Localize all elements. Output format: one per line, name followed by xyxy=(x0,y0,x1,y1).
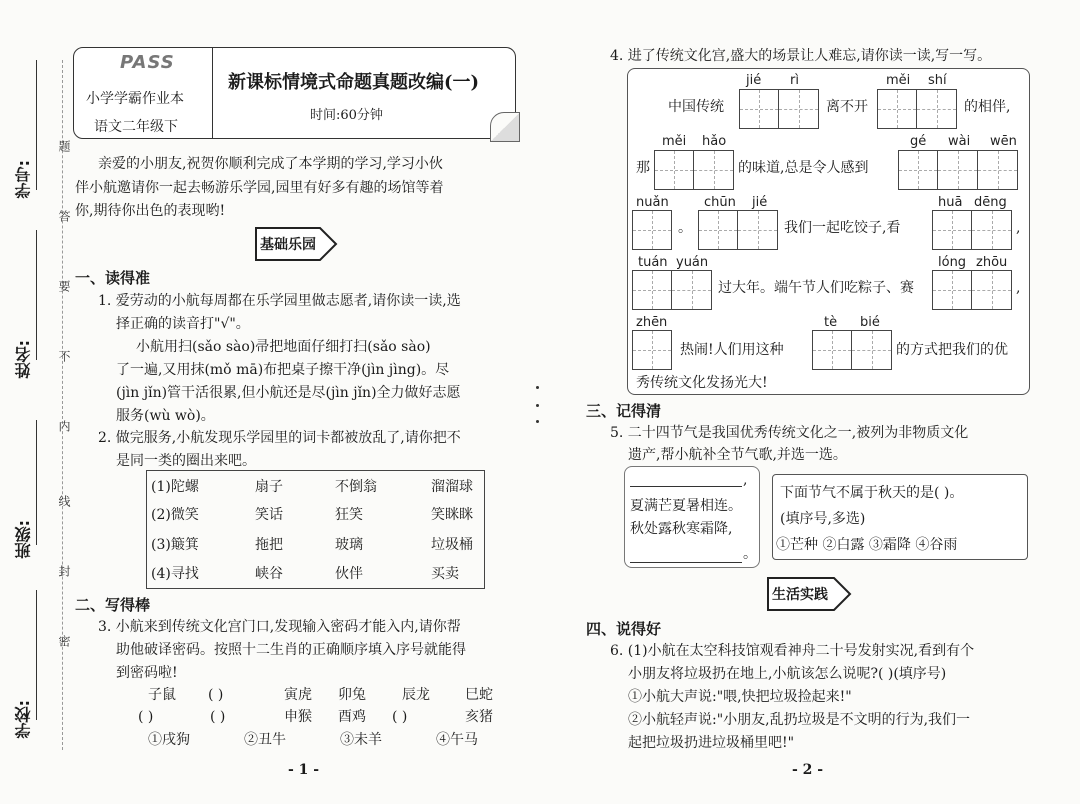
class-field[interactable] xyxy=(36,420,37,545)
pinyin: hǎo xyxy=(702,134,727,149)
word-card[interactable]: 扇子 xyxy=(255,479,283,495)
section-speak: 四、说得好 xyxy=(586,620,662,638)
tianzi-grid[interactable] xyxy=(932,270,1012,310)
word-card[interactable]: 峡谷 xyxy=(255,566,283,582)
q4-prompt: 4. 进了传统文化宫,盛大的场景让人难忘,请你读一读,写一写。 xyxy=(610,48,992,64)
zodiac-cell: 寅虎 xyxy=(284,687,312,703)
pinyin: lóng xyxy=(938,255,967,270)
life-tag xyxy=(766,576,852,612)
section-remember: 三、记得清 xyxy=(586,402,662,420)
zodiac-option: ④午马 xyxy=(436,732,478,748)
word-card[interactable]: 垃圾桶 xyxy=(431,537,473,553)
student-id-label: 学号: xyxy=(14,160,33,199)
tianzi-grid[interactable] xyxy=(898,150,1018,190)
pinyin: tè xyxy=(824,315,838,330)
word-card-table xyxy=(146,470,485,589)
word-card[interactable]: 买卖 xyxy=(431,566,459,582)
section-write: 二、写得棒 xyxy=(75,596,151,614)
q3-line: 助他破译密码。按照十二生肖的正确顺序填入序号就能得 xyxy=(116,642,466,658)
paper-title: 新课标情境式命题真题改编(一) xyxy=(228,72,480,93)
word-card[interactable]: (1)陀螺 xyxy=(151,479,199,495)
header-box xyxy=(73,47,516,139)
q1-line: 择正确的读音打"√"。 xyxy=(116,316,250,332)
poem-end: , xyxy=(743,472,748,488)
q6-line: ①小航大声说:"喂,快把垃圾捡起来!" xyxy=(628,689,852,705)
cut-char: 要 xyxy=(57,280,71,294)
q4-text: 的相伴, xyxy=(964,99,1011,115)
name-label: 姓名: xyxy=(14,340,33,379)
word-card[interactable]: (4)寻找 xyxy=(151,566,199,582)
pinyin: dēng xyxy=(974,195,1007,210)
q5-line: 遗产,帮小航补全节气歌,并选一选。 xyxy=(628,447,847,463)
pinyin: yuán xyxy=(676,255,709,270)
word-card[interactable]: 伙伴 xyxy=(335,566,363,582)
intro-line: 伴小航邀请你一起去畅游乐学园,园里有好多有趣的场馆等着 xyxy=(75,180,444,196)
series-name: 小学学霸作业本 xyxy=(86,91,184,107)
q4-text: 过大年。端午节人们吃粽子、赛 xyxy=(718,280,914,296)
q6-line: 6. (1)小航在太空科技馆观看神舟二十号发射实况,看到有个 xyxy=(610,643,975,659)
q1-line: 了一遍,又用抹(mǒ mā)布把桌子擦干净(jìn jìng)。尽 xyxy=(116,362,450,378)
q2-line: 2. 做完服务,小航发现乐学园里的词卡都被放乱了,请你把不 xyxy=(98,430,461,446)
zodiac-blank[interactable]: ( ) xyxy=(392,709,408,725)
choice-question: 下面节气不属于秋天的是( )。 xyxy=(780,485,964,501)
choice-note: (填序号,多选) xyxy=(780,511,866,527)
pass-logo: PASS xyxy=(120,52,175,73)
tianzi-grid[interactable] xyxy=(739,89,819,129)
poem-end: 。 xyxy=(743,546,757,562)
q4-text: 的方式把我们的优 xyxy=(896,342,1008,358)
zodiac-option: ①戌狗 xyxy=(148,732,190,748)
zodiac-cell: 卯兔 xyxy=(338,687,366,703)
tianzi-grid[interactable] xyxy=(632,270,712,310)
zodiac-option: ②丑牛 xyxy=(244,732,286,748)
pinyin: zhēn xyxy=(636,315,668,330)
word-card[interactable]: 狂笑 xyxy=(335,507,363,523)
q4-text: 秀传统文化发扬光大! xyxy=(636,375,768,391)
cut-char: 封 xyxy=(57,565,71,579)
q4-text: 我们一起吃饺子,看 xyxy=(784,220,901,236)
word-card[interactable]: 玻璃 xyxy=(335,537,363,553)
q4-text: 。 xyxy=(678,220,692,236)
gutter-mark xyxy=(536,386,539,389)
zodiac-cell: 子鼠 xyxy=(148,687,176,703)
poem-blank[interactable] xyxy=(630,562,742,563)
gutter-mark xyxy=(536,420,539,423)
q5-line: 5. 二十四节气是我国优秀传统文化之一,被列为非物质文化 xyxy=(610,425,969,441)
choice-options[interactable]: ①芒种 ②白露 ③霜降 ④谷雨 xyxy=(776,537,958,553)
word-card[interactable]: 溜溜球 xyxy=(431,479,473,495)
student-id-field[interactable] xyxy=(36,60,37,190)
page-number-left: - 1 - xyxy=(288,762,320,778)
zodiac-cell: 亥猪 xyxy=(465,709,493,725)
q4-text: , xyxy=(1016,280,1021,296)
zodiac-cell: 申猴 xyxy=(284,709,312,725)
q1-line: 服务(wù wò)。 xyxy=(116,408,215,424)
pinyin: chūn xyxy=(704,195,736,210)
pinyin: jié xyxy=(752,195,768,210)
q3-line: 3. 小航来到传统文化宫门口,发现输入密码才能入内,请你帮 xyxy=(98,619,461,635)
pinyin: tuán xyxy=(638,255,668,270)
q1-line: 1. 爱劳动的小航每周都在乐学园里做志愿者,请你读一读,选 xyxy=(98,293,461,309)
word-card[interactable]: (2)微笑 xyxy=(151,507,199,523)
q4-text: 热闹!人们用这种 xyxy=(680,342,784,358)
tianzi-grid[interactable] xyxy=(654,150,734,190)
pinyin: huā xyxy=(938,195,963,210)
tianzi-grid[interactable] xyxy=(877,89,957,129)
q6-line: ②小航轻声说:"小朋友,乱扔垃圾是不文明的行为,我们一 xyxy=(628,712,971,728)
basic-tag-label: 基础乐园 xyxy=(260,237,316,253)
cut-char: 线 xyxy=(57,495,71,509)
cut-char: 密 xyxy=(57,635,71,649)
name-field[interactable] xyxy=(36,230,37,360)
basic-tag xyxy=(254,226,338,262)
pinyin: shí xyxy=(928,73,947,88)
tianzi-grid[interactable] xyxy=(632,210,672,250)
zodiac-blank[interactable]: ( ) xyxy=(208,687,224,703)
q4-text: 那 xyxy=(636,160,650,176)
zodiac-blank[interactable]: ( ) xyxy=(210,709,226,725)
q1-line: (jìn jǐn)管干活很累,但小航还是尽(jìn jǐn)全力做好志愿 xyxy=(116,385,461,401)
q4-text: 的味道,总是令人感到 xyxy=(738,160,869,176)
school-field[interactable] xyxy=(36,590,37,720)
pinyin: nuǎn xyxy=(636,195,669,210)
pinyin: měi xyxy=(662,134,687,149)
q2-line: 是同一类的圈出来吧。 xyxy=(116,453,256,469)
school-label: 学校: xyxy=(14,700,33,739)
life-tag-label: 生活实践 xyxy=(772,587,828,603)
poem-blank[interactable] xyxy=(630,486,742,487)
q4-text: 离不开 xyxy=(826,99,868,115)
zodiac-cell: 酉鸡 xyxy=(338,709,366,725)
pinyin: wài xyxy=(948,134,971,149)
pinyin: jié xyxy=(746,73,762,88)
pinyin: bié xyxy=(860,315,880,330)
cut-char: 题 xyxy=(57,140,71,154)
q4-text: 中国传统 xyxy=(668,99,724,115)
intro-line: 亲爱的小朋友,祝贺你顺利完成了本学期的学习,学习小伙 xyxy=(98,156,443,172)
zodiac-option: ③未羊 xyxy=(340,732,382,748)
tianzi-grid[interactable] xyxy=(632,330,672,370)
poem-line: 秋处露秋寒霜降, xyxy=(630,521,733,537)
poem-line: 夏满芒夏暑相连。 xyxy=(630,498,742,514)
zodiac-cell: 辰龙 xyxy=(402,687,430,703)
word-card[interactable]: 不倒翁 xyxy=(335,479,377,495)
cut-char: 答 xyxy=(57,210,71,224)
pinyin: zhōu xyxy=(976,255,1008,270)
q4-text: , xyxy=(1016,220,1021,236)
zodiac-blank[interactable]: ( ) xyxy=(138,709,154,725)
pinyin: rì xyxy=(790,73,799,88)
q3-line: 到密码啦! xyxy=(116,665,178,681)
header-divider xyxy=(212,48,213,138)
word-card[interactable]: 笑眯眯 xyxy=(431,507,473,523)
intro-line: 你,期待你出色的表现哟! xyxy=(75,203,226,219)
word-card[interactable]: (3)簸箕 xyxy=(151,537,199,553)
tianzi-grid[interactable] xyxy=(698,210,778,250)
tianzi-grid[interactable] xyxy=(932,210,1012,250)
q6-line: 小朋友将垃圾扔在地上,小航该怎么说呢?( )(填序号) xyxy=(628,666,947,682)
grade-label: 语文二年级下 xyxy=(94,119,178,135)
pinyin: wēn xyxy=(990,134,1017,149)
time-limit: 时间:60分钟 xyxy=(310,108,383,123)
word-card[interactable]: 拖把 xyxy=(255,537,283,553)
class-label: 班级: xyxy=(14,520,33,559)
zodiac-cell: 巳蛇 xyxy=(465,687,493,703)
word-card[interactable]: 笑话 xyxy=(255,507,283,523)
gutter-mark xyxy=(536,404,539,407)
q6-line: 起把垃圾扔进垃圾桶里吧!" xyxy=(628,735,795,751)
section-read: 一、读得准 xyxy=(75,269,151,287)
cut-char: 不 xyxy=(57,350,71,364)
q1-line: 小航用扫(sǎo sào)帚把地面仔细打扫(sǎo sào) xyxy=(136,339,431,355)
tianzi-grid[interactable] xyxy=(812,330,892,370)
pinyin: měi xyxy=(886,73,911,88)
page-curl xyxy=(490,112,520,142)
pinyin: gé xyxy=(910,134,927,149)
cut-char: 内 xyxy=(57,420,71,434)
page-number-right: - 2 - xyxy=(792,762,824,778)
